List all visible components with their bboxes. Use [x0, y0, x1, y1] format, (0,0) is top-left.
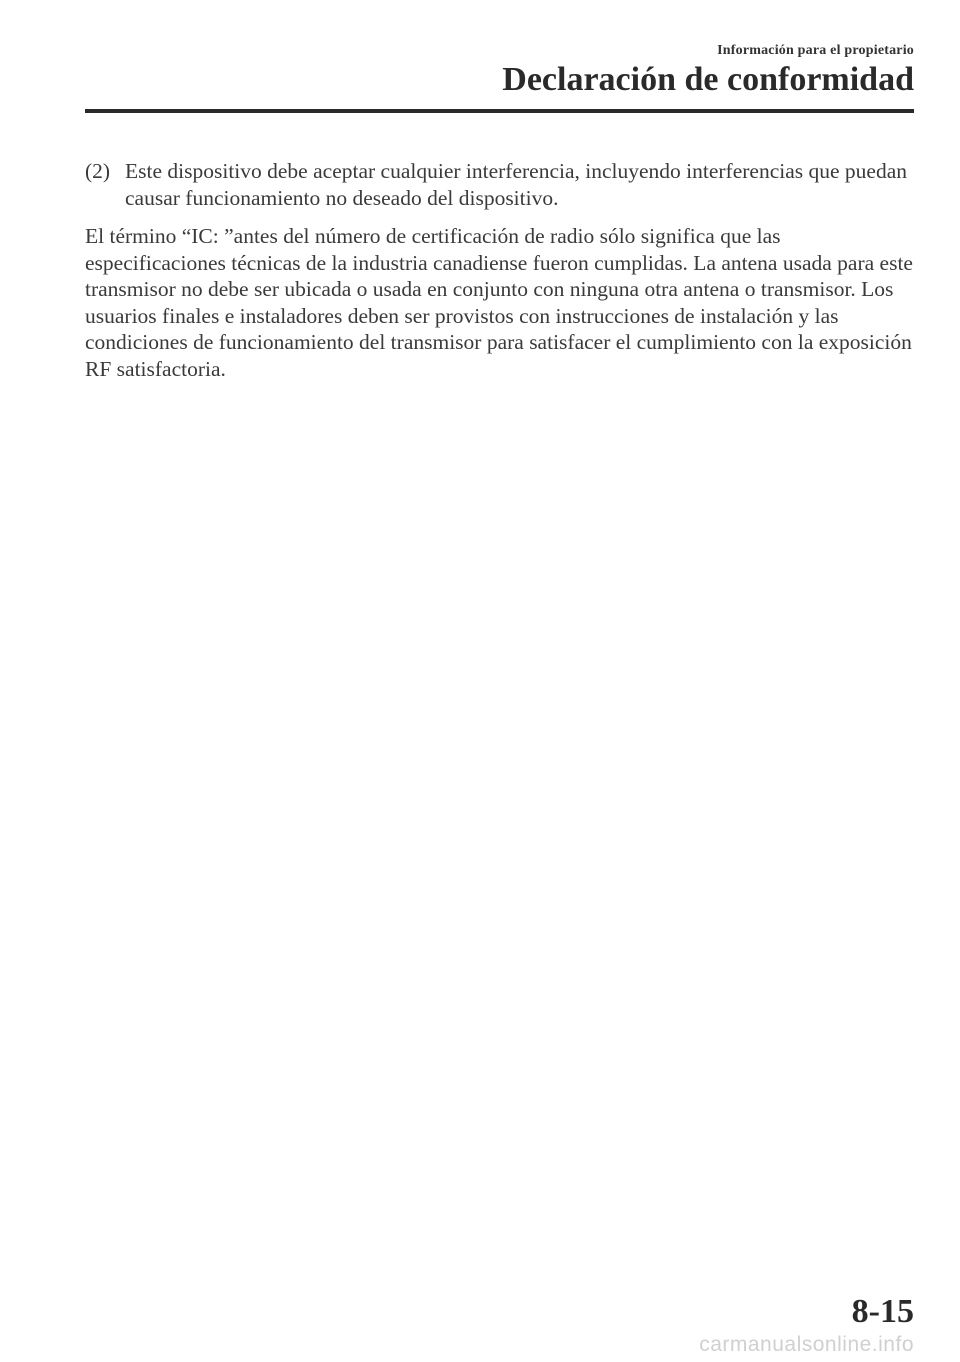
page-header: [502, 42, 914, 100]
watermark: carmanualsonline.info: [699, 1333, 914, 1356]
list-item: [85, 158, 915, 211]
section-label: Información para el propietario: [717, 43, 914, 58]
page-number: 8-15: [851, 1293, 914, 1330]
body-paragraph: El término “IC: ”antes del número de certificación de radio sólo significa que las especificaciones técnicas de la industria canadiense fueron cumplidas. La antena usada para este transmisor no debe ser ubicada o usada en conjunto con ninguna otra antena o transmisor. Los usuarios finales e instaladores deben ser provistos con instrucciones de instalación y las condiciones de funcionamiento del transmisor para satisfacer el cumplimiento con la exposición RF satisfactoria.: [85, 224, 913, 381]
list-item-text: Este dispositivo debe aceptar cualquier interferencia, incluyendo interferencias que puedan causar funcionamiento no deseado del dispositivo.: [125, 159, 908, 210]
page-content: [85, 158, 915, 382]
list-item-number: (2): [85, 159, 111, 183]
header-divider: [85, 109, 914, 113]
chapter-title: Declaración de conformidad: [502, 61, 914, 98]
